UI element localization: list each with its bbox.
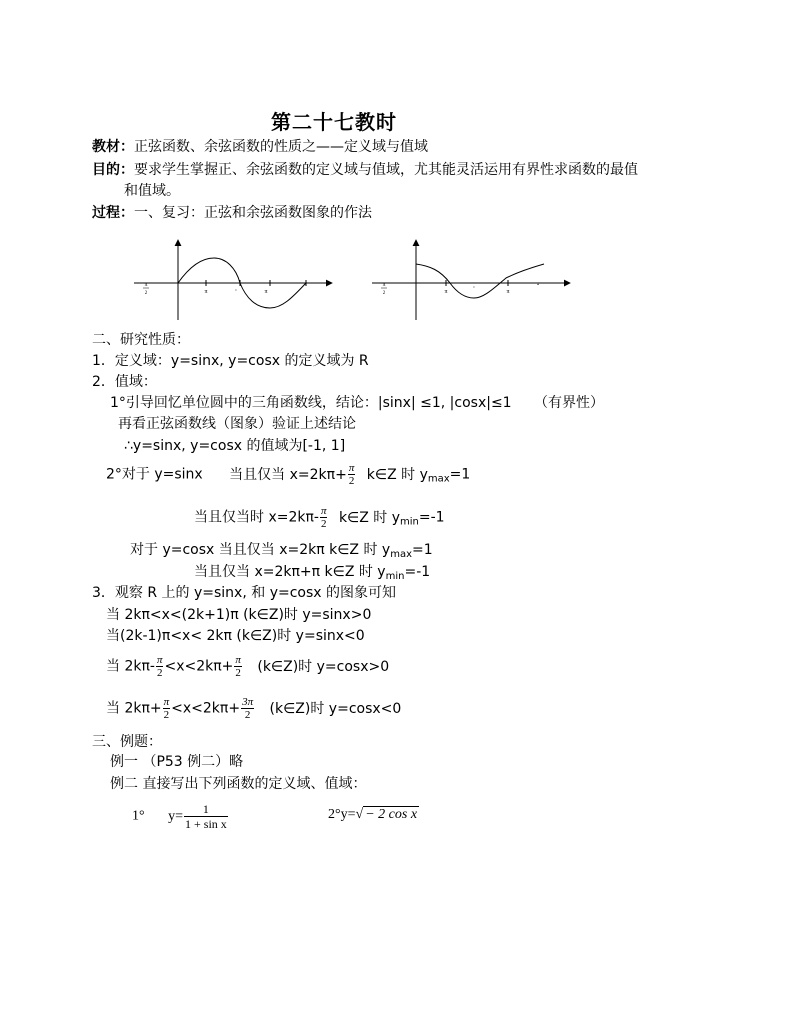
material-label: 教材： <box>92 139 134 155</box>
problem1-label: 1° <box>132 808 145 824</box>
fraction-pi-over-2: $\frac{\pi}{2}$ <box>320 505 327 530</box>
sin-negative-line: 当(2k-1)π<x< 2kπ (k∈Z)时 y=sinx<0 <box>106 628 365 644</box>
fraction-3pi-over-2: $\frac{3\pi}{2}$ <box>242 696 254 721</box>
fraction-one-over-1-plus-sinx: $\frac{1}{\text{1 + sin x}}$ <box>185 802 227 831</box>
sine-tick-neg-half-pi: π <box>144 282 148 288</box>
sin-positive-line: 当 2kπ<x<(2k+1)π (k∈Z)时 y=sinx>0 <box>106 607 372 623</box>
verify-line: 再看正弦函数线（图象）验证上述结论 <box>118 416 356 432</box>
material-text: 正弦函数、余弦函数的性质之——定义域与值域 <box>134 139 428 155</box>
problem2 <box>328 806 419 824</box>
sin-min-line: 当且仅当时 x=2kπ- $\frac{\pi}{2}$ k∈Z 时 $y_{min}=-1$ <box>194 505 445 530</box>
goal-label: 目的： <box>92 162 134 178</box>
cosine-curve <box>416 264 544 298</box>
sine-tick-half-pi: π <box>204 289 208 295</box>
problem2-radicand: − 2 cos x <box>365 807 418 822</box>
sin-max-cond: 当且仅当 x=2kπ+ <box>229 466 347 483</box>
range-item: 2．值域： <box>92 374 157 390</box>
page-title: 第二十七教时 <box>271 110 397 134</box>
sine-tick-pi: · <box>234 286 238 295</box>
goal-text-cont: 和值域。 <box>124 183 180 199</box>
sin-max-result: k∈Z 时 y <box>366 466 428 483</box>
sin-min-result: k∈Z 时 y <box>338 509 401 526</box>
observe-item: 3．观察 R 上的 y=sinx, 和 y=cosx 的图象可知 <box>92 585 397 601</box>
cosine-tick-2pi: · <box>536 280 540 291</box>
cosine-tick-neg-half-pi-den: 2 <box>382 291 386 296</box>
cosine-tick-neg-half-pi: π <box>382 282 386 288</box>
sine-graph <box>132 236 338 322</box>
fraction-pi-over-2: $\frac{\pi}{2}$ <box>235 654 241 679</box>
goal-line <box>92 161 638 179</box>
cosine-graph <box>370 236 576 322</box>
fraction-pi-over-2: $\frac{\pi}{2}$ <box>348 462 355 487</box>
cosine-tick-pi: · <box>472 283 476 292</box>
problem2-y: y= <box>340 807 356 822</box>
cosine-tick-half-pi: π <box>444 289 448 295</box>
domain-item: 1．定义域：y=sinx, y=cosx 的定义域为 R <box>92 353 369 369</box>
problem1 <box>132 802 229 831</box>
example2-line: 例二 直接写出下列函数的定义域、值域： <box>110 776 367 792</box>
cos-negative-line: 当 2kπ+ $\frac{\pi}{2}$ <x<2kπ+ $\frac{3\pi}{2}$ (k∈Z)时 y=cosx<0 <box>106 696 402 721</box>
material-line <box>92 138 428 156</box>
cos-positive-line: 当 2kπ- $\frac{\pi}{2}$ <x<2kπ+ $\frac{\pi}{2}$ (k∈Z)时 y=cosx>0 <box>106 654 390 679</box>
cos-max-line: 对于 y=cosx 当且仅当 x=2kπ k∈Z 时 $y_{max}=1$ <box>130 542 433 560</box>
sin-max-line: 2°对于 y=sinx 当且仅当 x=2kπ+ $\frac{\pi}{2}$ k∈Z 时 $y_{max}=1$ <box>106 462 471 487</box>
process-text: 一、复习：正弦和余弦函数图象的作法 <box>134 205 372 221</box>
sine-tick-3half-pi: π <box>264 289 268 295</box>
section3-heading: 三、例题： <box>92 734 162 750</box>
problem2-label: 2° <box>328 807 341 822</box>
boundedness-line <box>110 394 604 412</box>
fraction-pi-over-2: $\frac{\pi}{2}$ <box>163 696 170 721</box>
cos-min-line: 当且仅当 x=2kπ+π k∈Z 时 $y_{min}=-1$ <box>194 564 431 582</box>
fraction-pi-over-2: $\frac{\pi}{2}$ <box>156 654 163 679</box>
sin-min-cond: 当且仅当时 x=2kπ- <box>194 509 319 526</box>
example1-line: 例一 （P53 例二）略 <box>110 754 244 770</box>
problem1-y: y= <box>168 808 184 824</box>
sqrt-sign-icon: √ <box>355 807 364 822</box>
section2-heading: 二、研究性质： <box>92 332 190 348</box>
boundedness-text: 1°引导回忆单位圆中的三角函数线，结论：|sinx| ≤1, |cosx|≤1 <box>110 395 512 411</box>
goal-text: 要求学生掌握正、余弦函数的定义域与值域，尤其能灵活运用有界性求函数的最值 <box>134 162 638 178</box>
range-conclusion: ∴y=sinx, y=cosx 的值域为[-1, 1] <box>124 438 346 454</box>
sine-tick-neg-half-pi-den: 2 <box>144 291 148 296</box>
cosine-tick-3half-pi: π <box>506 289 510 295</box>
sin-max-prefix: 2°对于 y=sinx <box>106 466 203 483</box>
process-line <box>92 204 372 222</box>
boundedness-note: （有界性） <box>534 395 605 411</box>
process-label: 过程： <box>92 205 134 221</box>
